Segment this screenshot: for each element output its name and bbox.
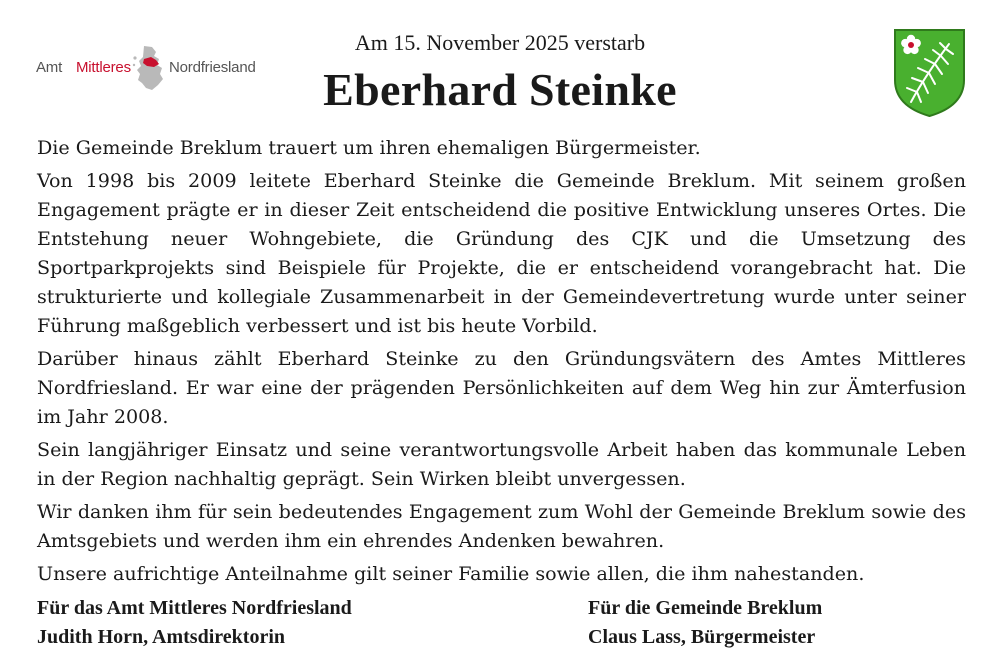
- logo-word-amt: Amt: [36, 59, 63, 76]
- deceased-name: Eberhard Steinke: [323, 64, 677, 115]
- obituary-body: [37, 133, 966, 592]
- logo-word-nordfriesland: Nordfriesland: [169, 59, 256, 76]
- signature-person: Judith Horn, Amtsdirektorin: [37, 626, 285, 648]
- signature-org: Für die Gemeinde Breklum: [588, 597, 823, 619]
- paragraph: Von 1998 bis 2009 leitete Eberhard Steinke die Gemeinde Breklum. Mit seinem großen Engagement prägte er in dieser Zeit entscheidend die positive Entwicklung unseres Ortes. Die Entstehung neuer Wohngebiete, die Gründung des CJK und die Umsetzung des Sportparkprojekts sind Beispiele für Projekte, die er entscheidend vorangebracht hat. Die strukturierte und kollegiale Zusammenarbeit in der Gemeindevertretung wurde unter seiner Führung maßgeblich verbessert und ist bis heute Vorbild.: [37, 169, 966, 337]
- logo-word-mittleres: Mittleres: [76, 59, 131, 76]
- paragraph: Sein langjähriger Einsatz und seine verantwortungsvolle Arbeit haben das kommunale Leben in der Region nachhaltig geprägt. Sein Wirken bleibt unvergessen.: [37, 438, 966, 490]
- paragraph: Wir danken ihm für sein bedeutendes Engagement zum Wohl der Gemeinde Breklum sowie des Amtsgebiets und werden ihm ein ehrendes Andenken bewahren.: [37, 500, 966, 552]
- paragraph: Darüber hinaus zählt Eberhard Steinke zu den Gründungsvätern des Amtes Mittleres Nordfriesland. Er war eine der prägenden Persönlichkeiten auf dem Weg hin zur Ämterfusion im Jahr 2008.: [37, 347, 966, 428]
- signature-amt: [37, 594, 352, 652]
- signature-gemeinde: [588, 594, 822, 652]
- signature-person: Claus Lass, Bürgermeister: [588, 626, 816, 648]
- paragraph: Die Gemeinde Breklum trauert um ihren ehemaligen Bürgermeister.: [37, 136, 701, 159]
- paragraph: Unsere aufrichtige Anteilnahme gilt seiner Familie sowie allen, die ihm nahestanden.: [37, 562, 865, 585]
- intro-line: Am 15. November 2025 verstarb: [354, 30, 646, 55]
- signature-org: Für das Amt Mittleres Nordfriesland: [37, 597, 352, 619]
